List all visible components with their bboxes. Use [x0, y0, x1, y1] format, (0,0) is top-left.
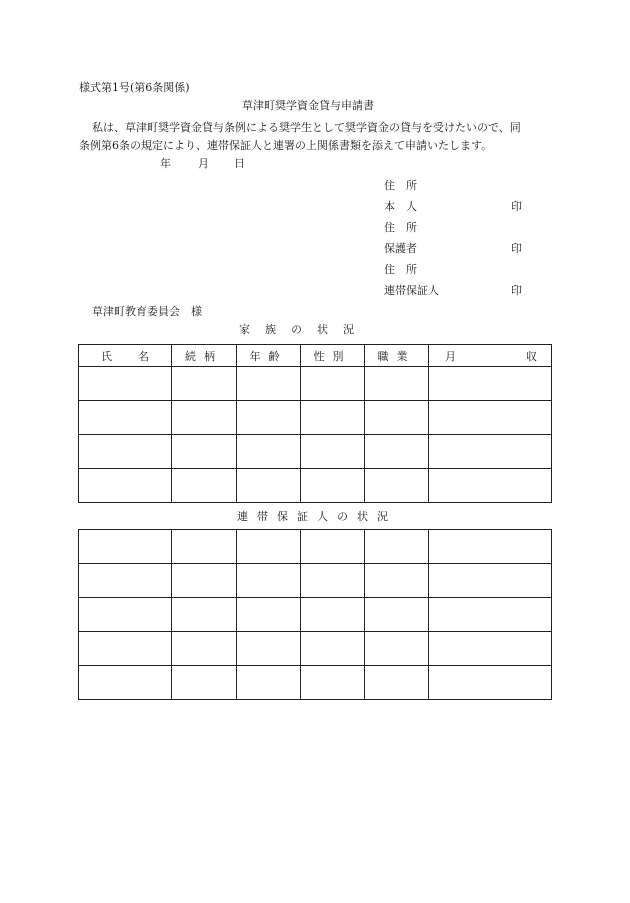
family-cell[interactable]	[237, 401, 301, 435]
family-cell[interactable]	[365, 367, 429, 401]
guarantor-row	[79, 530, 552, 564]
family-cell[interactable]	[429, 435, 552, 469]
form-number: 様式第1号(第6条関係)	[79, 81, 190, 94]
guarantor-cell[interactable]	[301, 530, 365, 564]
header-name	[79, 345, 172, 367]
guarantor-cell[interactable]	[237, 530, 301, 564]
family-cell[interactable]	[365, 469, 429, 503]
family-cell[interactable]	[79, 401, 172, 435]
addressee: 草津町教育委員会 様	[92, 305, 202, 318]
family-cell[interactable]	[429, 367, 552, 401]
header-occupation: 職業	[365, 345, 429, 367]
guarantor-cell[interactable]	[237, 598, 301, 632]
family-row	[79, 401, 552, 435]
family-row	[79, 435, 552, 469]
guarantor-cell[interactable]	[79, 632, 172, 666]
family-cell[interactable]	[365, 435, 429, 469]
form-title: 草津町奨学資金貸与申請書	[242, 99, 374, 112]
guardian-label: 保護者	[384, 242, 417, 255]
guarantor-cell[interactable]	[79, 666, 172, 700]
guarantor-cell[interactable]	[237, 564, 301, 598]
guarantor-cell[interactable]	[237, 632, 301, 666]
guarantor-seal: 印	[511, 284, 522, 297]
guarantor-section-title: 連帯保証人の状況	[237, 510, 397, 523]
family-table	[78, 344, 552, 503]
family-cell[interactable]	[237, 367, 301, 401]
guarantor-cell[interactable]	[365, 598, 429, 632]
guarantor-cell[interactable]	[79, 598, 172, 632]
applicant-label: 本 人	[384, 200, 417, 213]
guarantor-cell[interactable]	[301, 564, 365, 598]
header-relation: 続柄	[172, 345, 237, 367]
guarantor-cell[interactable]	[301, 598, 365, 632]
guarantor-cell[interactable]	[365, 530, 429, 564]
guardian-seal: 印	[511, 242, 522, 255]
family-cell[interactable]	[79, 435, 172, 469]
guarantor-cell[interactable]	[429, 632, 552, 666]
family-row	[79, 367, 552, 401]
guarantor-cell[interactable]	[429, 666, 552, 700]
family-cell[interactable]	[237, 469, 301, 503]
guarantor-row	[79, 598, 552, 632]
guardian-address-label: 住 所	[384, 221, 417, 234]
family-cell[interactable]	[301, 367, 365, 401]
guarantor-cell[interactable]	[79, 530, 172, 564]
guarantor-cell[interactable]	[79, 564, 172, 598]
guarantor-cell[interactable]	[172, 666, 237, 700]
guarantor-cell[interactable]	[172, 564, 237, 598]
family-header-row	[79, 345, 552, 367]
guarantor-cell[interactable]	[301, 666, 365, 700]
header-income-a: 月	[445, 349, 456, 363]
family-cell[interactable]	[301, 435, 365, 469]
applicant-address-label: 住 所	[384, 179, 417, 192]
date-month: 月	[198, 157, 209, 170]
guarantor-cell[interactable]	[365, 666, 429, 700]
guarantor-row	[79, 632, 552, 666]
family-cell[interactable]	[79, 469, 172, 503]
header-age: 年齢	[237, 345, 301, 367]
header-income-b: 収	[526, 349, 537, 363]
header-name-b: 名	[138, 349, 149, 363]
body-text-line-1: 私は、草津町奨学資金貸与条例による奨学生として奨学資金の貸与を受けたいので、同	[92, 121, 521, 134]
guarantor-row	[79, 564, 552, 598]
family-row	[79, 469, 552, 503]
guarantor-cell[interactable]	[172, 530, 237, 564]
family-section-title: 家族の状況	[239, 323, 369, 336]
guarantor-table	[78, 529, 552, 700]
family-cell[interactable]	[172, 367, 237, 401]
guarantor-address-label: 住 所	[384, 263, 417, 276]
family-cell[interactable]	[365, 401, 429, 435]
guarantor-cell[interactable]	[365, 564, 429, 598]
guarantor-row	[79, 666, 552, 700]
body-text-line-2: 条例第6条の規定により、連帯保証人と連署の上関係書類を添えて申請いたします。	[79, 139, 493, 152]
header-income	[429, 345, 552, 367]
guarantor-cell[interactable]	[301, 632, 365, 666]
family-cell[interactable]	[301, 401, 365, 435]
guarantor-label: 連帯保証人	[384, 284, 439, 297]
guarantor-cell[interactable]	[237, 666, 301, 700]
family-cell[interactable]	[301, 469, 365, 503]
family-cell[interactable]	[172, 469, 237, 503]
guarantor-cell[interactable]	[429, 564, 552, 598]
applicant-seal: 印	[511, 200, 522, 213]
guarantor-cell[interactable]	[172, 632, 237, 666]
guarantor-cell[interactable]	[365, 632, 429, 666]
family-cell[interactable]	[79, 367, 172, 401]
family-cell[interactable]	[172, 401, 237, 435]
family-cell[interactable]	[429, 401, 552, 435]
guarantor-cell[interactable]	[429, 530, 552, 564]
guarantor-cell[interactable]	[429, 598, 552, 632]
header-name-a: 氏	[101, 349, 112, 363]
family-cell[interactable]	[429, 469, 552, 503]
date-day: 日	[234, 157, 245, 170]
date-year: 年	[160, 157, 171, 170]
family-cell[interactable]	[237, 435, 301, 469]
family-cell[interactable]	[172, 435, 237, 469]
header-sex: 性別	[301, 345, 365, 367]
guarantor-cell[interactable]	[172, 598, 237, 632]
